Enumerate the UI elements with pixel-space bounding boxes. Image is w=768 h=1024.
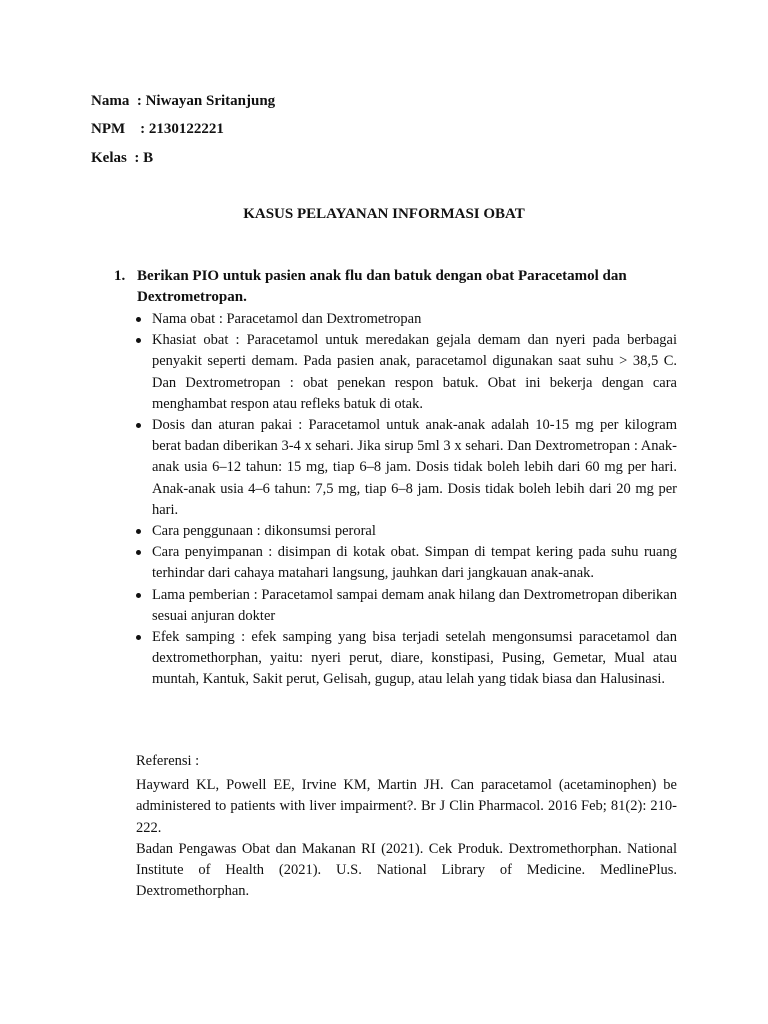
bullet-icon — [136, 338, 141, 343]
kelas-label: Kelas — [91, 150, 127, 166]
answer-bullet-list — [136, 309, 677, 691]
bullet-icon — [136, 593, 141, 598]
student-class-line — [91, 150, 153, 167]
student-name-line — [91, 93, 275, 110]
references-section — [136, 751, 677, 902]
question-1 — [114, 266, 674, 308]
name-value: : Niwayan Sritanjung — [136, 93, 276, 109]
kelas-value: : B — [134, 150, 154, 166]
bullet-item-side-effects: Efek samping : efek samping yang bisa terjadi setelah mengonsumsi paracetamol dan dextromethorphan, yaitu: nyeri perut, diare, konstipasi, Pusing, Gemetar, Mual atau muntah, Kantuk, Sakit perut, Gelisah, gugup, atau lelah yang tidak biasa dan Halusinasi. — [136, 627, 677, 691]
question-number: 1. — [114, 268, 126, 284]
bullet-item-drug-name: Nama obat : Paracetamol dan Dextrometropan — [136, 309, 677, 330]
document-title-text: KASUS PELAYANAN INFORMASI OBAT — [243, 206, 525, 222]
npm-label: NPM — [91, 121, 126, 137]
reference-item: Badan Pengawas Obat dan Makanan RI (2021). Cek Produk. Dextromethorphan. National Institute of Health (2021). U.S. National Library of Medicine. MedlinePlus. Dextromethorphan. — [136, 840, 677, 900]
bullet-item-dosage: Dosis dan aturan pakai : Paracetamol untuk anak-anak adalah 10-15 mg per kilogram berat badan diberikan 3-4 x sehari. Jika sirup 5ml 3 x sehari. Dan Dextrometropan : Anak-anak usia 6–12 tahun: 15 mg, tiap 6–8 jam. Dosis tidak boleh lebih dari 60 mg per hari. Anak-anak usia 4–6 tahun: 7,5 mg, tiap 6–8 jam. Dosis tidak boleh lebih dari 20 mg per hari. — [136, 415, 677, 521]
bullet-icon — [136, 317, 141, 322]
reference-item: Hayward KL, Powell EE, Irvine KM, Martin JH. Can paracetamol (acetaminophen) be administered to patients with liver impairment?. Br J Clin Pharmacol. 2016 Feb; 81(2): 210-222. — [136, 777, 677, 836]
npm-value: : 2130122221 — [140, 121, 224, 137]
bullet-icon — [136, 529, 141, 534]
name-label: Nama — [91, 93, 130, 109]
bullet-item-efficacy: Khasiat obat : Paracetamol untuk meredakan gejala demam dan nyeri pada berbagai penyakit seperti demam. Pada pasien anak, paracetamol digunakan saat suhu > 38,5 C. Dan Dextrometropan : obat penekan respon batuk. Obat ini bekerja dengan cara menghambat respon atau refleks batuk di otak. — [136, 330, 677, 415]
references-title: Referensi : — [136, 753, 200, 769]
student-npm-line — [91, 121, 224, 138]
bullet-icon — [136, 423, 141, 428]
document-title — [0, 206, 768, 223]
bullet-item-storage: Cara penyimpanan : disimpan di kotak obat. Simpan di tempat kering pada suhu ruang terhindar dari cahaya matahari langsung, jauhkan dari jangkauan anak-anak. — [136, 542, 677, 584]
question-text: Berikan PIO untuk pasien anak flu dan batuk dengan obat Paracetamol dan Dextrometropan. — [137, 268, 627, 305]
bullet-icon — [136, 635, 141, 640]
bullet-icon — [136, 550, 141, 555]
bullet-item-duration: Lama pemberian : Paracetamol sampai demam anak hilang dan Dextrometropan diberikan sesuai anjuran dokter — [136, 585, 677, 627]
bullet-item-usage: Cara penggunaan : dikonsumsi peroral — [136, 521, 677, 542]
